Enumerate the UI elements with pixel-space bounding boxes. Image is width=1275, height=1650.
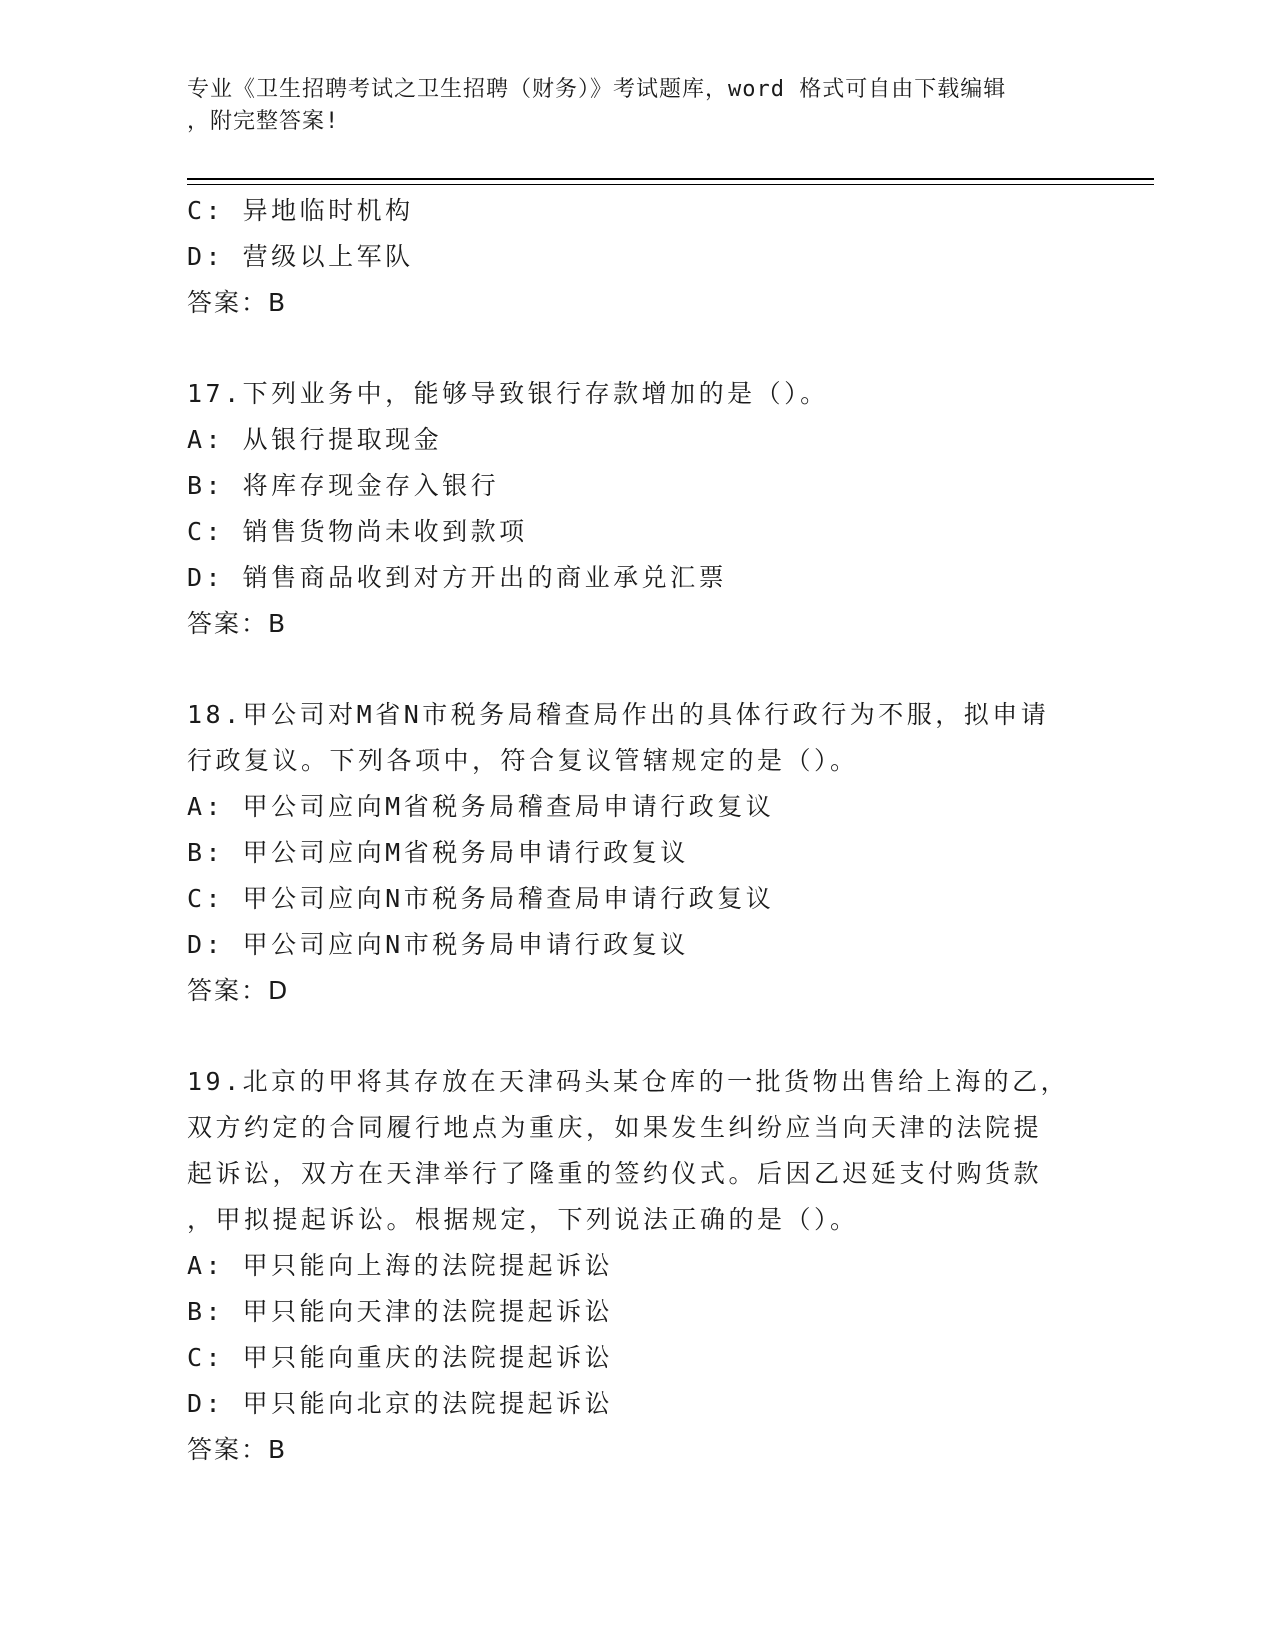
answer-line: 答案：B	[187, 288, 288, 317]
option-d: D: 甲只能向北京的法院提起诉讼	[187, 1389, 614, 1418]
header-divider	[187, 178, 1154, 185]
option-b: B: 将库存现金存入银行	[187, 471, 500, 500]
option-c: C: 销售货物尚未收到款项	[187, 517, 528, 546]
question-19	[187, 1059, 1087, 1473]
option-a: A: 甲只能向上海的法院提起诉讼	[187, 1251, 614, 1280]
question-stem: 17.下列业务中，能够导致银行存款增加的是（）。	[187, 379, 829, 408]
option-d: D: 甲公司应向N市税务局申请行政复议	[187, 930, 689, 959]
option-d: D: 销售商品收到对方开出的商业承兑汇票	[187, 563, 728, 592]
question-stem: 双方约定的合同履行地点为重庆，如果发生纠纷应当向天津的法院提	[187, 1113, 1043, 1142]
document-header	[187, 74, 1087, 138]
spacer	[187, 647, 1087, 692]
option-a: A: 从银行提取现金	[187, 425, 443, 454]
prev-question-tail	[187, 188, 1087, 326]
question-stem: 起诉讼，双方在天津举行了隆重的签约仪式。后因乙迟延支付购货款	[187, 1159, 1043, 1188]
question-18	[187, 692, 1087, 1014]
option-a: A: 甲公司应向M省税务局稽查局申请行政复议	[187, 792, 775, 821]
option-d: D: 营级以上军队	[187, 242, 414, 271]
answer-line: 答案：B	[187, 609, 288, 638]
option-c: C: 甲只能向重庆的法院提起诉讼	[187, 1343, 614, 1372]
option-b: B: 甲公司应向M省税务局申请行政复议	[187, 838, 689, 867]
question-stem: 行政复议。下列各项中，符合复议管辖规定的是（）。	[187, 746, 859, 775]
question-stem: 18.甲公司对M省N市税务局稽查局作出的具体行政行为不服，拟申请	[187, 700, 1050, 729]
answer-line: 答案：B	[187, 1435, 288, 1464]
header-line-2: ，附完整答案!	[187, 109, 340, 134]
option-b: B: 甲只能向天津的法院提起诉讼	[187, 1297, 614, 1326]
question-17	[187, 371, 1087, 647]
question-content	[187, 188, 1087, 1473]
spacer	[187, 326, 1087, 371]
question-stem: 19.北京的甲将其存放在天津码头某仓库的一批货物出售给上海的乙，	[187, 1067, 1070, 1096]
question-stem: ，甲拟提起诉讼。根据规定，下列说法正确的是（）。	[187, 1205, 859, 1234]
header-line-1: 专业《卫生招聘考试之卫生招聘（财务）》考试题库，word 格式可自由下载编辑	[187, 77, 1007, 102]
spacer	[187, 1014, 1087, 1059]
option-c: C: 异地临时机构	[187, 196, 414, 225]
option-c: C: 甲公司应向N市税务局稽查局申请行政复议	[187, 884, 775, 913]
answer-line: 答案：D	[187, 976, 290, 1005]
